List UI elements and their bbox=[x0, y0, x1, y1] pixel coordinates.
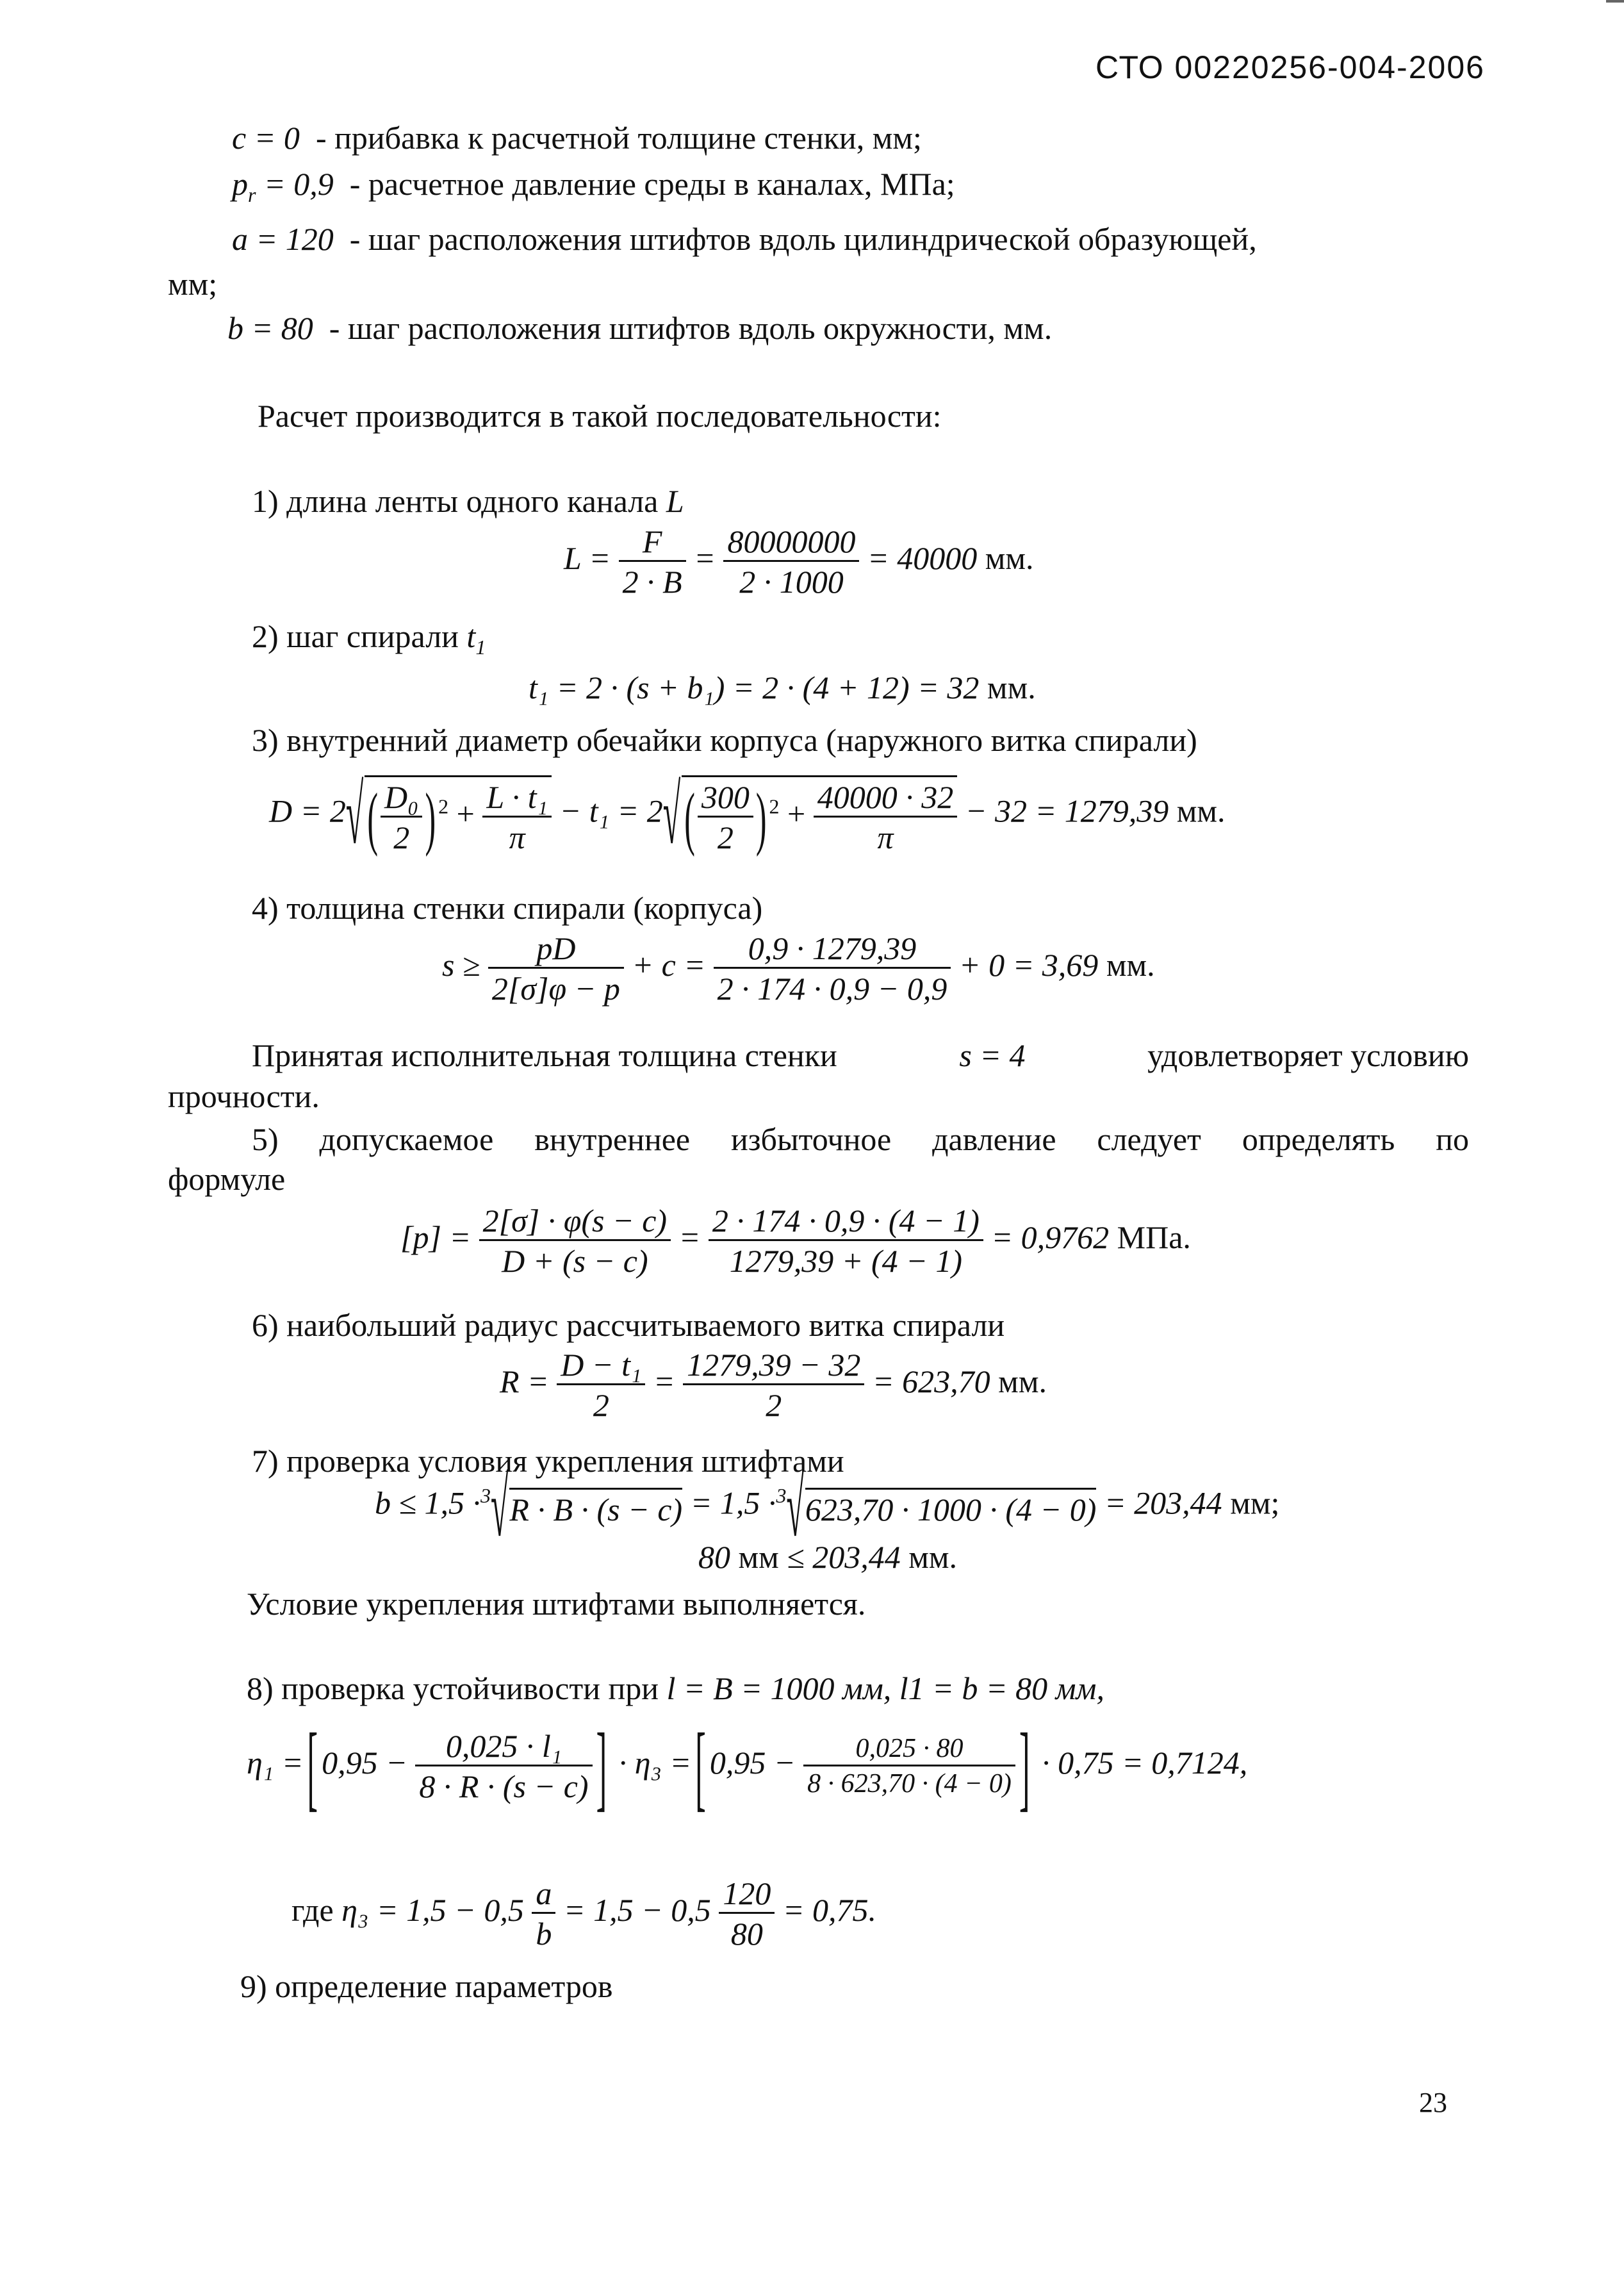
formula-1: L = $\frac{F}{2 \cdot B}$ = $\frac{80000000}{2 \cdot 1000}$ = 40000 мм. bbox=[564, 523, 1034, 600]
param-c-formula: c = 0 bbox=[232, 120, 300, 156]
param-b bbox=[227, 312, 1052, 344]
accepted-line-1: Принятая исполнительная толщина стенки s = 4 удовлетворяет условию bbox=[252, 1037, 1469, 1073]
param-a-cont: мм; bbox=[168, 266, 218, 302]
formula-3: D = 2√ ( $\frac{\text{D₀}}{2}$ ) $^2$ + $\frac{\text{L · t₁}}{\pi}$ − t₁ = 2√ ( $\frac{300}{2}$ ) $^2$ + $\frac{40000 \cdot 32}{\pi}$ − 32 = 1279,39 мм. bbox=[269, 768, 1226, 861]
step-4-label: 4) толщина стенки спирали (корпуса) bbox=[252, 890, 763, 926]
condition-text: Условие укрепления штифтами выполняется. bbox=[247, 1586, 866, 1622]
param-pr-formula: $p_r = 0,9$ bbox=[232, 166, 334, 206]
step-2-label: 2) шаг спирали $t_1$ bbox=[252, 618, 486, 659]
param-c-text: - прибавка к расчетной толщине стенки, мм; bbox=[315, 120, 922, 156]
param-b-formula: b = 80 bbox=[227, 310, 313, 346]
formula-8: η₁ = [ 0,95 − $\frac{\text{0,025 · l₁}}{8 \cdot R \cdot (s - c)}$ ] · η₃ = [ 0,95 − $\frac{0,025 \cdot 80}{8 \cdot 623,70 \cdot (4 - 0)}$ ] · 0,75 = 0,7124, bbox=[247, 1712, 1248, 1820]
document-code: СТО 00220256-004-2006 bbox=[1095, 49, 1485, 85]
formula-4: s ≥ $\frac{pD}{2[\sigma]\varphi - p}$ + c = $\frac{0,9 \cdot 1279,39}{2 \cdot 174 \cdot 0,9 - 0,9}$ + 0 = 3,69 мм. bbox=[442, 930, 1155, 1007]
param-a-text: - шаг расположения штифтов вдоль цилиндрической образующей, bbox=[349, 221, 1257, 257]
param-a-formula: a = 120 bbox=[232, 221, 334, 257]
accepted-line-2: прочности. bbox=[168, 1078, 320, 1114]
step-1-label: 1) длина ленты одного канала L bbox=[252, 483, 684, 519]
step-5-line-1: 5) допускаемое внутреннее избыточное давление следует определять по bbox=[252, 1121, 1469, 1157]
step-9-label: 9) определение параметров bbox=[240, 1968, 613, 2004]
formula-2: t₁ = 2 · (s + b₁) = 2 · (4 + 12) = 32 мм. bbox=[529, 670, 1036, 705]
formula-7b: 80 мм ≤ 203,44 мм. bbox=[698, 1539, 958, 1575]
param-a bbox=[232, 223, 1257, 255]
step-6-label: 6) наибольший радиус рассчитываемого витка спирали bbox=[252, 1307, 1005, 1343]
page-number: 23 bbox=[1419, 2087, 1447, 2118]
param-c bbox=[232, 122, 922, 154]
formula-7: b ≤ 1,5 ·$^3$√R · B · (s − c) = 1,5 ·$^3$√623,70 · 1000 · (4 − 0) = 203,44 мм; bbox=[375, 1460, 1280, 1554]
step-5-line-2: формуле bbox=[168, 1161, 286, 1197]
formula-5: [p] = $\frac{2[\sigma] \cdot \varphi(s - c)}{D + (s - c)}$ = $\frac{2 \cdot 174 \cdot 0,9 \cdot (4 - 1)}{1279,39 + (4 - 1)}$ = 0,9762 МПа. bbox=[400, 1203, 1191, 1279]
param-b-text: - шаг расположения штифтов вдоль окружности, мм. bbox=[329, 310, 1053, 346]
intro-text: Расчет производится в такой последовательности: bbox=[258, 398, 942, 434]
param-pr bbox=[232, 168, 955, 205]
corner-scan-mark bbox=[1606, 0, 1624, 3]
param-pr-text: - расчетное давление среды в каналах, МПа; bbox=[349, 166, 955, 202]
step-8-label: 8) проверка устойчивости при l = B = 1000 мм, l1 = b = 80 мм, bbox=[247, 1670, 1104, 1706]
step-7-label: 7) проверка условия укрепления штифтами bbox=[252, 1443, 844, 1479]
formula-9: где η₃ = 1,5 − 0,5 $\frac{a}{b}$ = 1,5 − 0,5 $\frac{120}{80}$ = 0,75. bbox=[291, 1875, 877, 1952]
formula-6: R = $\frac{\text{D − t₁}}{2}$ = $\frac{1279,39 - 32}{2}$ = 623,70 мм. bbox=[500, 1347, 1047, 1423]
step-3-label: 3) внутренний диаметр обечайки корпуса (наружного витка спирали) bbox=[252, 722, 1197, 758]
